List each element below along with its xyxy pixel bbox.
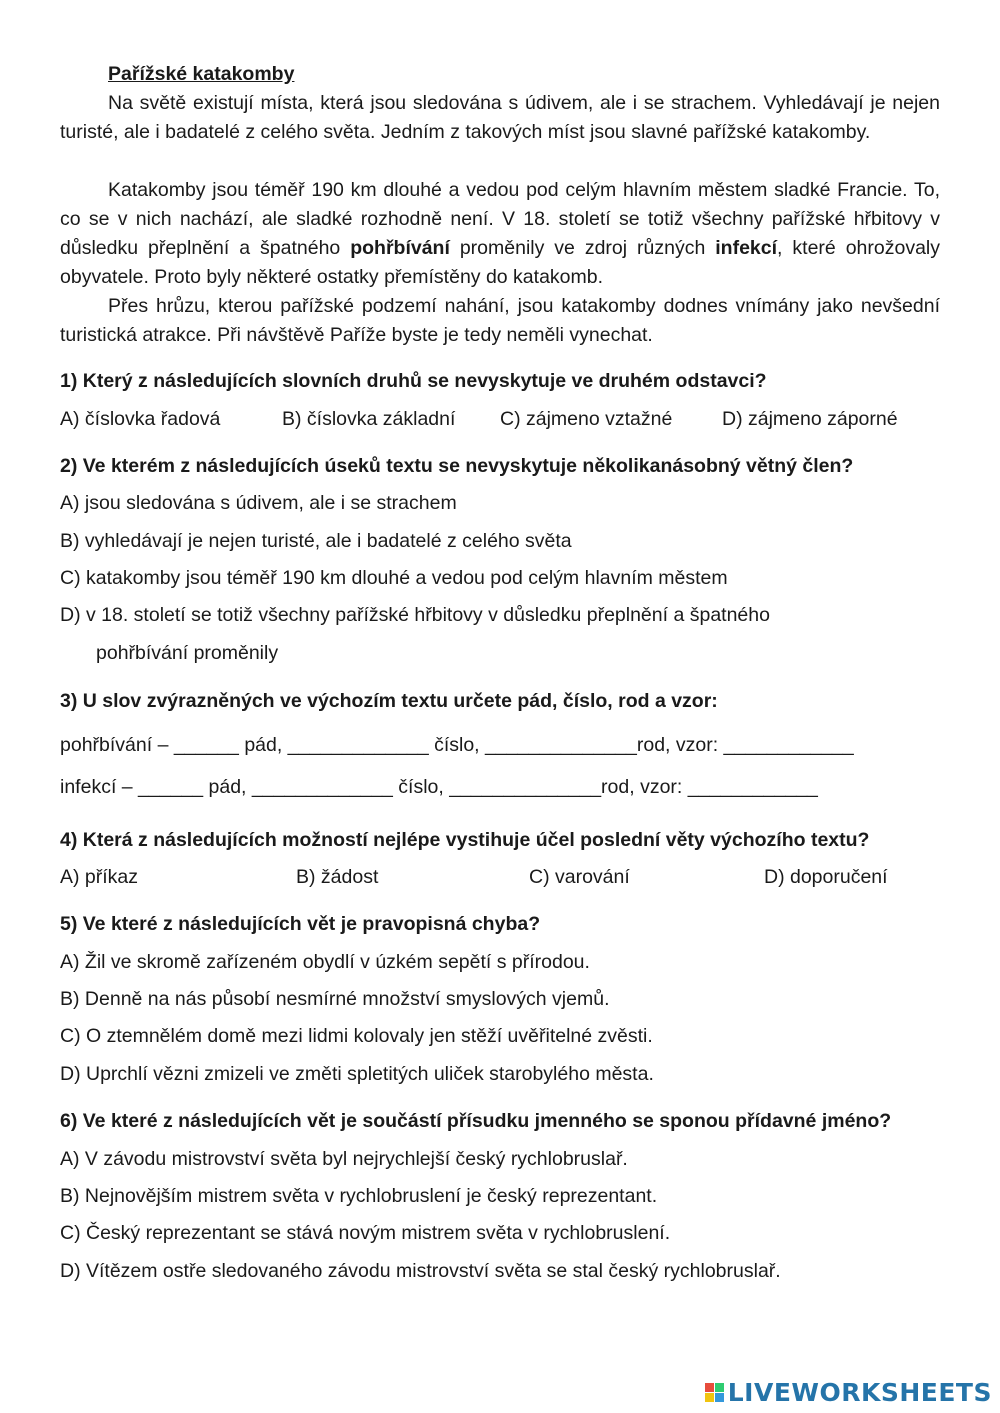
q4-option-b[interactable]: B) žádost (296, 866, 379, 888)
q4-option-d[interactable]: D) doporučení (764, 866, 888, 888)
q6-option-c[interactable]: C) Český reprezentant se stává novým mistrem světa v rychlobruslení. (60, 1222, 671, 1244)
logo-text: LIVEWORKSHEETS (727, 1377, 992, 1407)
q6-option-a[interactable]: A) V závodu mistrovství světa byl nejrychlejší český rychlobruslař. (60, 1148, 628, 1170)
q2-option-d[interactable]: D) v 18. století se totiž všechny pařížské hřbitovy v důsledku přeplnění a špatného (60, 604, 770, 626)
logo-square-red (705, 1383, 714, 1392)
q1-option-b[interactable]: B) číslovka základní (282, 408, 456, 430)
highlight-infekci: infekcí (715, 237, 778, 259)
liveworksheets-logo-icon (705, 1383, 724, 1402)
q2-option-d-continuation[interactable]: pohřbívání proměnily (96, 642, 279, 664)
paragraph-3: Přes hrůzu, kterou pařížské podzemí nahání, jsou katakomby dodnes vnímány jako nevšední turistická atrakce. Při návštěvě Paříže byste je tedy neměli vynechat. (60, 295, 940, 346)
q6-option-d[interactable]: D) Vítězem ostře sledovaného závodu mistrovství světa se stal český rychlobruslař. (60, 1260, 781, 1282)
paragraph-2-part-d: , které ohrožovaly obyvatele. Proto byly některé ostatky přemístěny do katakomb. (60, 237, 940, 288)
highlight-pohrbivani: pohřbívání (350, 237, 450, 259)
paragraph-2 (60, 176, 940, 292)
q2-option-b[interactable]: B) vyhledávají je nejen turisté, ale i badatelé z celého světa (60, 530, 572, 552)
logo-square-yellow (705, 1393, 714, 1402)
q5-option-a[interactable]: A) Žil ve skromě zařízeném obydlí v úzkém sepětí s přírodou. (60, 951, 590, 973)
logo-square-blue (715, 1393, 724, 1402)
question-2: 2) Ve kterém z následujících úseků textu se nevyskytuje několikanásobný větný člen? (60, 455, 854, 477)
q4-option-c[interactable]: C) varování (529, 866, 630, 888)
q2-option-a[interactable]: A) jsou sledována s údivem, ale i se strachem (60, 492, 457, 514)
logo-square-green (715, 1383, 724, 1392)
article-title: Pařížské katakomby (108, 63, 295, 85)
paragraph-2-part-c: proměnily ve zdroj různých (449, 237, 716, 259)
q3-fill-line-infekci[interactable]: infekcí – ______ pád, _____________ číslo, ______________rod, vzor: ____________ (60, 776, 818, 798)
question-6: 6) Ve které z následujících vět je součástí přísudku jmenného se sponou přídavné jméno? (60, 1110, 892, 1132)
q1-option-a[interactable]: A) číslovka řadová (60, 408, 221, 430)
paragraph-2-part-a: Katakomby jsou téměř 190 km dlouhé a vedou pod celým hlavním městem sladké Francie. To, co se v nich nachází, ale sladké rozhodně není. V 18. století se totiž všechny pařížské hřbitovy v důsledku přeplnění a špatného (60, 179, 940, 259)
paragraph-1: Na světě existují místa, která jsou sledována s údivem, ale i se strachem. Vyhledávají je nejen turisté, ale i badatelé z celého světa. Jedním z takových míst jsou slavné pařížské katakomby. (60, 92, 940, 143)
q3-fill-line-pohrbivani[interactable]: pohřbívání – ______ pád, _____________ číslo, ______________rod, vzor: ____________ (60, 734, 854, 756)
question-5: 5) Ve které z následujících vět je pravopisná chyba? (60, 913, 541, 935)
q1-option-d[interactable]: D) zájmeno záporné (722, 408, 898, 430)
q6-option-b[interactable]: B) Nejnovějším mistrem světa v rychlobruslení je český reprezentant. (60, 1185, 658, 1207)
liveworksheets-logo (705, 1377, 992, 1407)
question-1: 1) Který z následujících slovních druhů se nevyskytuje ve druhém odstavci? (60, 370, 767, 392)
q4-option-a[interactable]: A) příkaz (60, 866, 139, 888)
q1-option-c[interactable]: C) zájmeno vztažné (500, 408, 673, 430)
q5-option-c[interactable]: C) O ztemnělém domě mezi lidmi kolovaly jen stěží uvěřitelné zvěsti. (60, 1025, 653, 1047)
question-3: 3) U slov zvýrazněných ve výchozím textu určete pád, číslo, rod a vzor: (60, 690, 718, 712)
q2-option-c[interactable]: C) katakomby jsou téměř 190 km dlouhé a vedou pod celým hlavním městem (60, 567, 728, 589)
q5-option-d[interactable]: D) Uprchlí vězni zmizeli ve změti spletitých uliček starobylého města. (60, 1063, 654, 1085)
question-4: 4) Která z následujících možností nejlépe vystihuje účel poslední věty výchozího textu? (60, 829, 870, 851)
q5-option-b[interactable]: B) Denně na nás působí nesmírné množství smyslových vjemů. (60, 988, 610, 1010)
